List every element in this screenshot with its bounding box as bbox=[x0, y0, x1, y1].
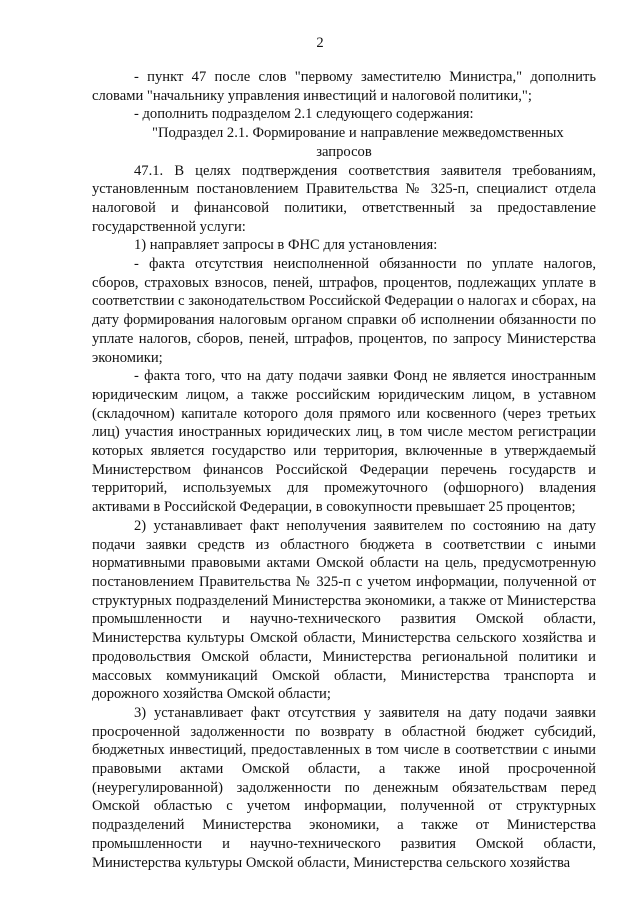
paragraph-add-subsection: - дополнить подразделом 2.1 следующего содержания: bbox=[134, 106, 474, 123]
paragraph-bullet-taxes: - факта отсутствия неисполненной обязанности по уплате налогов, сборов, страховых взносов, пеней, штрафов, процентов, подлежащих уплате в соответствии с законодательством Российской Федерации о налогах и сборах, на дату формирования налоговым органом справки об исполнении обязанности по уплате налогов, сборов, пеней, штрафов, процентов, по запросу Министерства экономики; bbox=[92, 256, 596, 366]
subsection-heading-continued: запросов bbox=[316, 143, 372, 160]
subsection-heading: "Подраздел 2.1. Формирование и направление межведомственных bbox=[152, 125, 564, 142]
paragraph-bullet-foreign: - факта того, что на дату подачи заявки Фонд не является иностранным юридическим лицом, а также российским юридическим лицом, в уставном (складочном) капитале которого доля прямого или косвенного (через третьих лиц) участия иностранных юридических лиц, в том числе местом регистрации которых является государство или территория, включенные в утверждаемый Министерством финансов Российской Федерации перечень государств и территорий, используемых для промежуточного (офшорного) владения активами в Российской Федерации, в совокупности превышает 25 процентов; bbox=[92, 368, 596, 516]
paragraph-47-1: 47.1. В целях подтверждения соответствия заявителя требованиям, установленным постановлением Правительства № 325-п, специалист отдела налоговой и финансовой политики, ответственный за предоставление государственной услуги: bbox=[92, 162, 596, 235]
paragraph-item-3: 3) устанавливает факт отсутствия у заявителя на дату подачи заявки просроченной задолженности по возврату в областной бюджет субсидий, бюджетных инвестиций, предоставленных в том числе в соответствии с иными правовыми актами Омской области, а также иной просроченной (неурегулированной) задолженности по денежным обязательствам перед Омской областью с учетом информации, полученной от структурных подразделений Министерства экономики, а также от Министерства промышленности и научно-технического развития Омской области, Министерства культуры Омской области, Министерства сельского хозяйства bbox=[92, 704, 596, 871]
paragraph-item-47: - пункт 47 после слов "первому заместителю Министра," дополнить словами "начальнику управления инвестиций и налоговой политики,"; bbox=[92, 69, 596, 104]
page-number: 2 bbox=[316, 35, 324, 51]
document-body bbox=[92, 68, 596, 872]
paragraph-item-2: 2) устанавливает факт неполучения заявителем по состоянию на дату подачи заявки средств из областного бюджета в соответствии с иными нормативными правовыми актами Омской области на цель, предусмотренную постановлением Правительства № 325-п с учетом информации, полученной от структурных подразделений Министерства экономики, а также от Министерства промышленности и научно-технического развития Омской области, Министерства культуры Омской области, Министерства сельского хозяйства и продовольствия Омской области, Министерства региональной политики и массовых коммуникаций Омской области, Министерства транспорта и дорожного хозяйства Омской области; bbox=[92, 517, 596, 703]
paragraph-item-1: 1) направляет запросы в ФНС для установления: bbox=[134, 237, 438, 254]
